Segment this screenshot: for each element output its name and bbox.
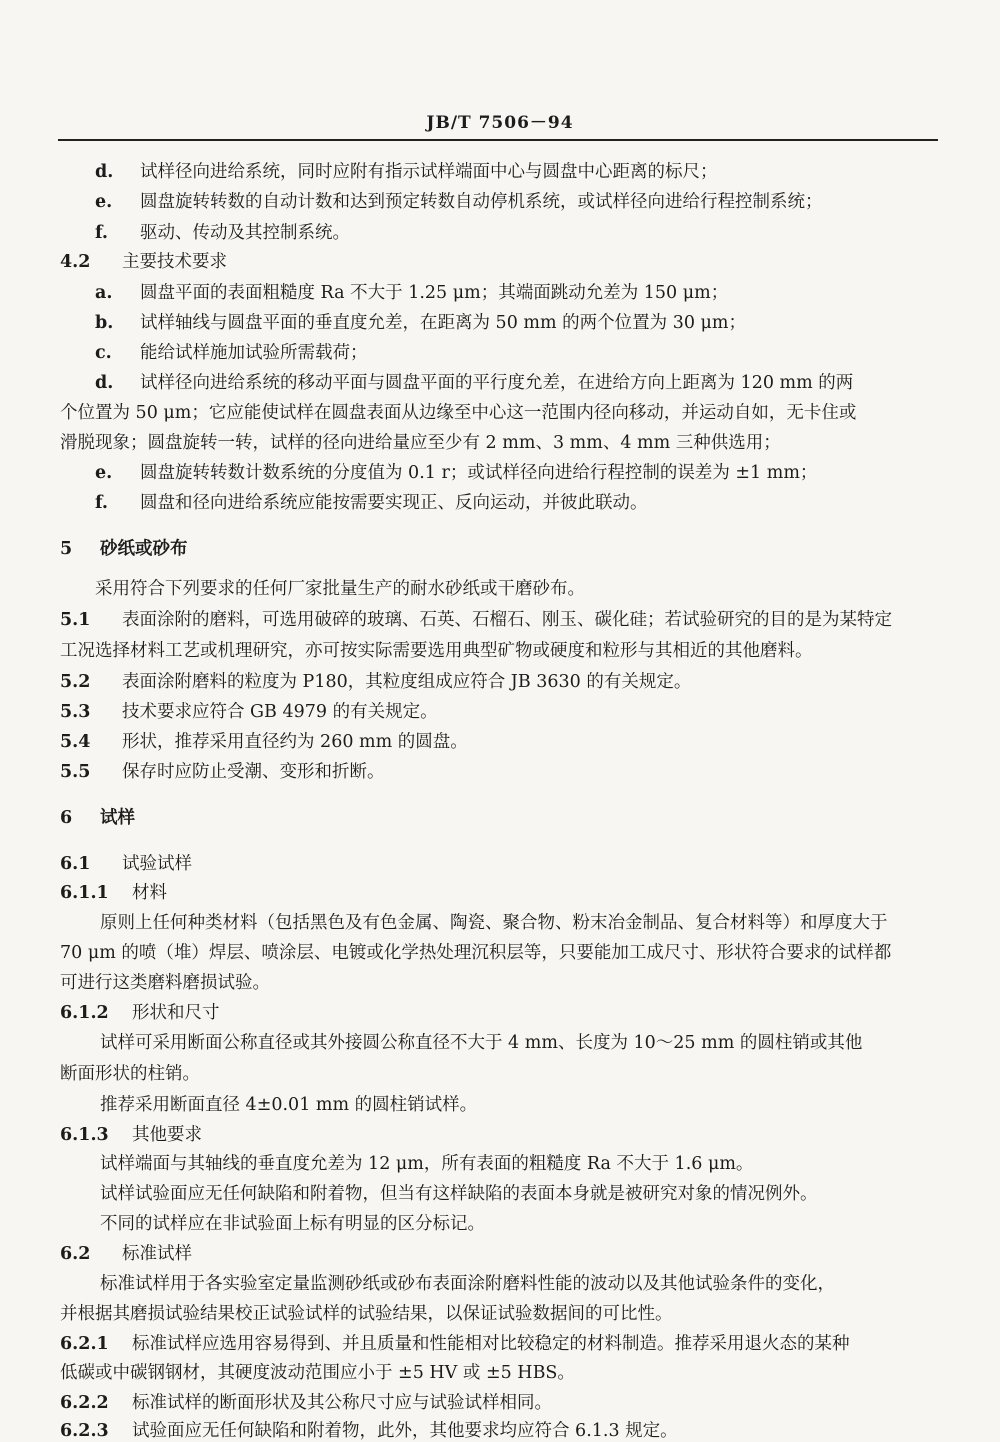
clause-number: 6.1.3: [60, 1125, 109, 1145]
clause: [60, 671, 691, 693]
clause-number: 5.4: [60, 732, 91, 752]
clause-number: 5.5: [60, 762, 91, 782]
clause: [60, 701, 438, 723]
item-text: 试样径向进给系统，同时应附有指示试样端面中心与圆盘中心距离的标尺；: [140, 162, 718, 182]
clause: [60, 609, 892, 631]
section-title: 试样: [100, 808, 135, 828]
clause-heading: [60, 853, 192, 875]
page-header: JB/T 7506－94: [426, 113, 574, 133]
text-line: 采用符合下列要求的任何厂家批量生产的耐水砂纸或干磨砂布。: [95, 579, 585, 599]
item-text: 圆盘旋转转数计数系统的分度值为 0.1 r；或试样径向进给行程控制的误差为 ±1 mm；: [140, 463, 818, 483]
clause-heading: [60, 1243, 192, 1265]
item-label: c.: [95, 343, 112, 363]
text-line: 断面形状的柱销。: [60, 1064, 200, 1084]
item-text: 圆盘旋转转数的自动计数和达到预定转数自动停机系统，或试样径向进给行程控制系统；: [140, 192, 823, 212]
clause-number: 5.1: [60, 610, 91, 630]
clause-title: 主要技术要求: [122, 252, 227, 272]
item-label: d.: [95, 373, 114, 393]
clause-title: 形状和尺寸: [132, 1003, 220, 1023]
text-line: 并根据其磨损试验结果校正试验试样的试验结果，以保证试验数据间的可比性。: [60, 1304, 673, 1324]
item-label: a.: [95, 283, 113, 303]
clause: [60, 1333, 850, 1355]
text-line: 试样端面与其轴线的垂直度允差为 12 μm，所有表面的粗糙度 Ra 不大于 1.6 μm。: [100, 1154, 754, 1174]
item-label: f.: [95, 223, 108, 243]
section-number: 6: [60, 808, 73, 828]
clause: [60, 761, 385, 783]
clause-text: 表面涂附的磨料，可选用破碎的玻璃、石英、石榴石、刚玉、碳化硅；若试验研究的目的是为某特定: [122, 610, 892, 630]
item-label: d.: [95, 162, 114, 182]
clause-number: 6.1: [60, 854, 91, 874]
clause-title: 标准试样: [122, 1244, 192, 1264]
clause-heading: [60, 1124, 202, 1146]
clause-number: 5.2: [60, 672, 91, 692]
item-text: 驱动、传动及其控制系统。: [140, 223, 350, 243]
text-line: 推荐采用断面直径 4±0.01 mm 的圆柱销试样。: [100, 1095, 478, 1115]
item-label: b.: [95, 313, 114, 333]
clause-text: 保存时应防止受潮、变形和折断。: [122, 762, 385, 782]
clause-text: 标准试样应选用容易得到、并且质量和性能相对比较稳定的材料制造。推荐采用退火态的某种: [132, 1334, 850, 1354]
item-text: 试样径向进给系统的移动平面与圆盘平面的平行度允差，在进给方向上距离为 120 mm 的两: [140, 373, 854, 393]
section-title: 砂纸或砂布: [100, 539, 188, 559]
clause-title: 材料: [132, 883, 167, 903]
text-line: 原则上任何种类材料（包括黑色及有色金属、陶瓷、聚合物、粉末冶金制品、复合材料等）和厚度大于: [100, 913, 888, 933]
clause-text: 形状，推荐采用直径约为 260 mm 的圆盘。: [122, 732, 468, 752]
item-text: 圆盘平面的表面粗糙度 Ra 不大于 1.25 μm；其端面跳动允差为 150 μm；: [140, 283, 729, 303]
clause-heading: [60, 882, 167, 904]
clause: [60, 1420, 678, 1442]
clause-number: 6.2.1: [60, 1334, 109, 1354]
text-line: 可进行这类磨料磨损试验。: [60, 973, 270, 993]
list-item: [95, 342, 368, 364]
text-line: 不同的试样应在非试验面上标有明显的区分标记。: [100, 1214, 485, 1234]
list-item: [95, 462, 817, 484]
clause-text: 表面涂附磨料的粒度为 P180，其粒度组成应符合 JB 3630 的有关规定。: [122, 672, 692, 692]
clause-heading: [60, 251, 227, 273]
clause-number: 6.2.2: [60, 1393, 109, 1413]
list-item: [95, 312, 746, 334]
clause-number: 6.2: [60, 1244, 91, 1264]
text-line: 滑脱现象；圆盘旋转一转，试样的径向进给量应至少有 2 mm、3 mm、4 mm 三种供选用；: [60, 433, 781, 453]
text-line: 70 μm 的喷（堆）焊层、喷涂层、电镀或化学热处理沉积层等，只要能加工成尺寸、形状符合要求的试样都: [60, 943, 892, 963]
text-line: 试样试验面应无任何缺陷和附着物，但当有这样缺陷的表面本身就是被研究对象的情况例外。: [100, 1184, 818, 1204]
text-line: 标准试样用于各实验室定量监测砂纸或砂布表面涂附磨料性能的波动以及其他试验条件的变化，: [100, 1274, 835, 1294]
list-item: [95, 492, 648, 514]
list-item: [95, 372, 853, 394]
item-label: f.: [95, 493, 108, 513]
clause-text: 技术要求应符合 GB 4979 的有关规定。: [122, 702, 438, 722]
clause-text: 试验面应无任何缺陷和附着物，此外，其他要求均应符合 6.1.3 规定。: [132, 1421, 678, 1441]
text-line: 低碳或中碳钢钢材，其硬度波动范围应小于 ±5 HV 或 ±5 HBS。: [60, 1363, 575, 1383]
section-heading: [60, 538, 188, 560]
list-item: [95, 161, 718, 183]
clause-number: 4.2: [60, 252, 91, 272]
clause-number: 6.1.1: [60, 883, 109, 903]
clause-text: 标准试样的断面形状及其公称尺寸应与试验试样相同。: [132, 1393, 552, 1413]
text-line: 个位置为 50 μm；它应能使试样在圆盘表面从边缘至中心这一范围内径向移动，并运动自如，无卡住或: [60, 403, 857, 423]
section-number: 5: [60, 539, 73, 559]
text-line: 试样可采用断面公称直径或其外接圆公称直径不大于 4 mm、长度为 10～25 mm 的圆柱销或其他: [100, 1033, 863, 1053]
list-item: [95, 191, 823, 213]
clause-number: 6.2.3: [60, 1421, 109, 1441]
list-item: [95, 282, 728, 304]
item-text: 能给试样施加试验所需载荷；: [140, 343, 368, 363]
item-label: e.: [95, 463, 113, 483]
section-heading: [60, 807, 135, 829]
clause-title: 试验试样: [122, 854, 192, 874]
clause: [60, 1392, 552, 1414]
item-label: e.: [95, 192, 113, 212]
item-text: 圆盘和径向进给系统应能按需要实现正、反向运动，并彼此联动。: [140, 493, 648, 513]
clause-number: 6.1.2: [60, 1003, 109, 1023]
text-line: 工况选择材料工艺或机理研究，亦可按实际需要选用典型矿物或硬度和粒形与其相近的其他磨料。: [60, 641, 813, 661]
clause-heading: [60, 1002, 220, 1024]
item-text: 试样轴线与圆盘平面的垂直度允差，在距离为 50 mm 的两个位置为 30 μm；: [140, 313, 747, 333]
clause-title: 其他要求: [132, 1125, 202, 1145]
header-rule: [58, 139, 938, 141]
list-item: [95, 222, 350, 244]
clause: [60, 731, 468, 753]
clause-number: 5.3: [60, 702, 91, 722]
